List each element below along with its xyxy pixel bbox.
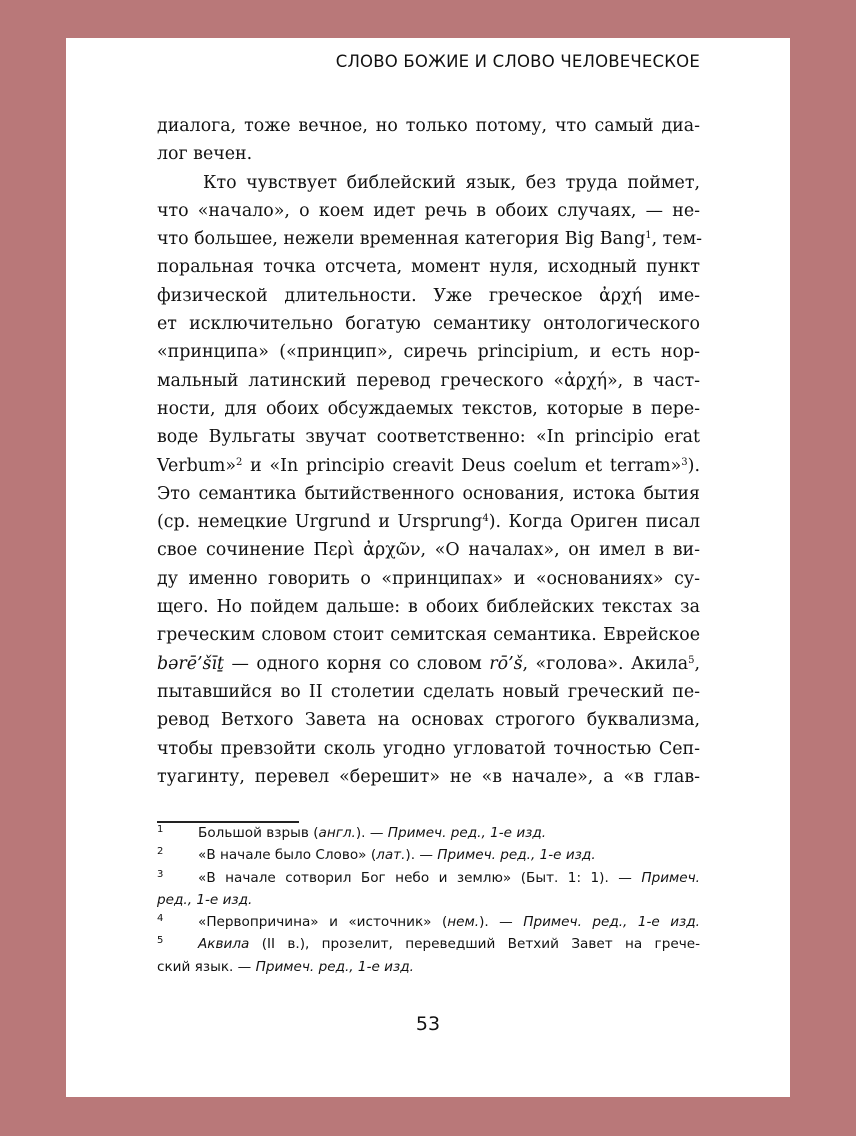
text-run: ). Когда Ориген писал xyxy=(488,512,700,533)
text-run: «Первопричина» и «источник» ( xyxy=(198,914,448,931)
text-line xyxy=(157,508,700,536)
text-line xyxy=(157,225,700,253)
text-line xyxy=(157,480,700,508)
text-run: греческим словом стоит семитская семантика. Еврейское xyxy=(157,625,700,646)
text-line xyxy=(157,763,700,791)
text-run: мальный латинский перевод греческого «ἀρχή», в част- xyxy=(157,370,700,391)
text-line xyxy=(157,310,700,338)
footnote-ref: 3 xyxy=(681,456,688,468)
text-line xyxy=(157,735,700,763)
text-line xyxy=(157,253,700,281)
text-run: Примеч. ред., 1-е изд. xyxy=(523,914,700,931)
text-run: ет исключительно богатую семантику онтологического xyxy=(157,314,700,335)
text-run: ). — xyxy=(405,847,438,864)
text-run: rō’š xyxy=(489,653,523,674)
text-run: Примеч. ред., 1-е изд. xyxy=(437,847,596,864)
footnote-number: 4 xyxy=(157,913,164,925)
text-run: туагинту, перевел «берешит» не «в начале», а «в глав- xyxy=(157,766,700,787)
text-line xyxy=(157,452,700,480)
text-run: «В начале сотворил Бог небо и землю» (Быт. 1: 1). — xyxy=(198,869,642,886)
page-number: 53 xyxy=(415,1013,441,1035)
text-run: «В начале было Слово» ( xyxy=(198,847,377,864)
text-line xyxy=(157,338,700,366)
text-run: Примеч. ред., 1-е изд. xyxy=(387,825,547,841)
text-line xyxy=(157,593,700,621)
text-run: щего. Но пойдем дальше: в обоих библейских текстах за xyxy=(157,597,700,618)
footnote-line xyxy=(157,822,700,844)
text-run: ности, для обоих обсуждаемых текстов, которые в пере- xyxy=(157,398,700,419)
text-line xyxy=(157,536,700,564)
footnote-line xyxy=(157,933,700,955)
text-run: воде Вульгаты звучат соответственно: «In principio erat xyxy=(157,427,700,448)
text-run: и «In principio creavit Deus coelum et terram» xyxy=(242,455,682,476)
text-run: лог вечен. xyxy=(157,144,253,165)
text-run: , xyxy=(694,653,700,674)
text-run: (II в.), прозелит, переведший Ветхий Завет на грече- xyxy=(249,936,700,953)
text-line xyxy=(157,140,700,168)
text-run: Примеч. ред., 1-е изд. xyxy=(255,958,414,975)
text-line xyxy=(157,678,700,706)
text-run: Примеч. xyxy=(641,869,700,886)
text-run: диалога, тоже вечное, но только потому, что самый диа- xyxy=(157,116,700,136)
text-run: что большее, нежели временная категория Big Bang xyxy=(157,229,646,250)
text-run: англ. xyxy=(318,825,356,841)
footnote-line xyxy=(157,844,700,866)
footnote-ref: 5 xyxy=(688,654,695,666)
text-line xyxy=(157,565,700,593)
text-run: «принципа» («принцип», сиречь principium, и есть нор- xyxy=(157,342,700,363)
text-run: ред., 1-е изд. xyxy=(157,891,253,908)
footnote-number: 5 xyxy=(157,935,164,947)
text-run: что «начало», о коем идет речь в обоих случаях, — не- xyxy=(157,200,700,221)
text-run: , «голова». Акила xyxy=(522,653,689,674)
text-line xyxy=(157,423,700,451)
text-run: ). — xyxy=(479,914,524,931)
text-run: , тем- xyxy=(651,229,702,250)
text-run: (ср. немецкие Urgrund и Ursprung xyxy=(157,512,483,533)
text-line xyxy=(157,112,700,140)
footnotes xyxy=(157,822,700,978)
footnote-line xyxy=(157,889,700,911)
text-run: Кто чувствует библейский язык, без труда поймет, xyxy=(203,172,700,193)
text-line xyxy=(157,650,700,678)
footnote-number: 2 xyxy=(157,846,164,858)
footnote-line xyxy=(157,867,700,889)
text-run: Большой взрыв ( xyxy=(198,825,319,841)
text-run: — одного корня со словом xyxy=(224,653,490,674)
footnote-ref: 1 xyxy=(645,230,652,242)
book-page xyxy=(66,38,790,1097)
text-line xyxy=(157,621,700,649)
text-run: ский язык. — xyxy=(157,958,256,975)
text-run: лат. xyxy=(376,847,406,864)
text-run: Это семантика бытийственного основания, истока бытия xyxy=(157,483,700,504)
running-header: СЛОВО БОЖИЕ И СЛОВО ЧЕЛОВЕЧЕСКОЕ xyxy=(335,52,700,71)
footnote-ref: 4 xyxy=(482,513,489,525)
text-run: ревод Ветхого Завета на основах строгого буквализма, xyxy=(157,710,700,731)
text-run: пытавшийся во II столетии сделать новый греческий пе- xyxy=(157,681,700,702)
text-run: чтобы превзойти сколь угодно угловатой точностью Сеп- xyxy=(157,738,700,759)
footnote-line xyxy=(157,956,700,978)
text-line xyxy=(157,706,700,734)
footnote-number: 3 xyxy=(157,868,164,880)
text-line xyxy=(157,395,700,423)
text-line xyxy=(157,169,700,197)
text-run: физической длительности. Уже греческое ἀρχή име- xyxy=(157,285,700,306)
text-run: Аквила xyxy=(198,936,250,953)
text-line xyxy=(157,197,700,225)
text-run: ). — xyxy=(355,825,388,841)
text-run: bərē’šīṯ xyxy=(157,653,225,674)
text-run: свое сочинение Περὶ ἀρχῶν, «О началах», он имел в ви- xyxy=(157,540,700,561)
footnote-line xyxy=(157,911,700,933)
text-run: ). xyxy=(687,455,700,476)
text-run: нем. xyxy=(447,914,480,931)
text-line xyxy=(157,282,700,310)
footnote-ref: 2 xyxy=(236,456,243,468)
text-run: поральная точка отсчета, момент нуля, исходный пункт xyxy=(157,257,700,278)
text-run: Verbum» xyxy=(157,455,237,476)
main-text xyxy=(157,112,700,791)
text-line xyxy=(157,367,700,395)
text-run: ду именно говорить о «принципах» и «основаниях» су- xyxy=(157,568,700,589)
footnote-number: 1 xyxy=(157,824,164,835)
